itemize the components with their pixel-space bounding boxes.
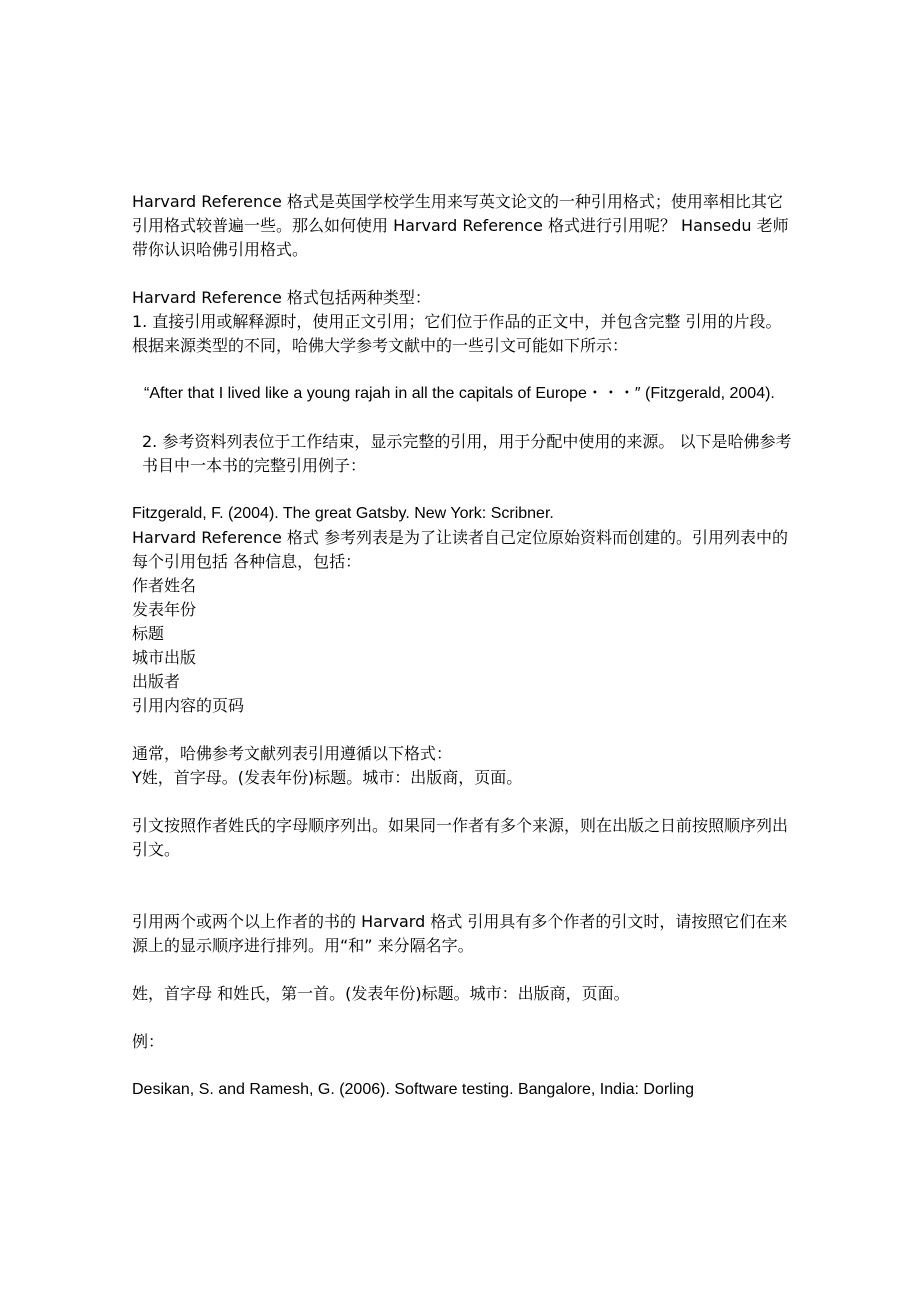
spacer — [132, 262, 792, 286]
type-2-paragraph: 2. 参考资料列表位于工作结束，显示完整的引用，用于分配中使用的来源。 以下是哈佛参考书目中一本书的完整引用例子： — [142, 432, 792, 475]
quote-example: “After that I lived like a young rajah in all the capitals of Europe・・・″ (Fitzgerald, 2004). — [144, 385, 775, 402]
spacer — [132, 790, 792, 814]
spacer — [132, 862, 792, 910]
spacer — [132, 958, 792, 982]
spacer — [132, 1006, 792, 1030]
example-label: 例： — [132, 1032, 165, 1051]
example-citation: Desikan, S. and Ramesh, G. (2006). Software testing. Bangalore, India: Dorling — [132, 1081, 695, 1098]
spacer — [132, 406, 792, 430]
ordering-paragraph: 引文按照作者姓氏的字母顺序列出。如果同一作者有多个来源，则在出版之日前按照顺序列出引文。 — [132, 816, 789, 859]
types-heading: Harvard Reference 格式包括两种类型： — [132, 288, 431, 307]
type-1-paragraph: 1. 直接引用或解释源时，使用正文引用；它们位于作品的正文中，并包含完整 引用的片段。 — [132, 312, 782, 331]
spacer — [132, 1054, 792, 1078]
type-1-examples-intro: 根据来源类型的不同，哈佛大学参考文献中的一些引文可能如下所示： — [132, 336, 629, 355]
reference-list-intro: Harvard Reference 格式 参考列表是为了让读者自己定位原始资料而创建的。引用列表中的每个引用包括 各种信息，包括： — [132, 528, 788, 571]
info-item: 作者姓名 — [132, 576, 197, 595]
spacer — [132, 718, 792, 742]
info-item: 城市出版 — [132, 648, 197, 667]
book-citation-example: Fitzgerald, F. (2004). The great Gatsby. New York: Scribner. — [132, 505, 554, 522]
info-item: 标题 — [132, 624, 165, 643]
info-item: 出版者 — [132, 672, 181, 691]
spacer — [132, 358, 792, 382]
spacer — [132, 478, 792, 502]
info-item: 发表年份 — [132, 600, 197, 619]
document-body — [132, 190, 792, 1102]
multi-author-pattern: 姓，首字母 和姓氏，第一首。(发表年份)标题。城市：出版商，页面。 — [132, 984, 630, 1003]
format-pattern: Y姓，首字母。(发表年份)标题。城市：出版商，页面。 — [132, 768, 523, 787]
intro-paragraph: Harvard Reference 格式是英国学校学生用来写英文论文的一种引用格式；使用率相比其它引用格式较普遍一些。那么如何使用 Harvard Reference 格式进行引用呢？ Hansedu 老师带你认识哈佛引用格式。 — [132, 192, 789, 259]
multi-author-paragraph: 引用两个或两个以上作者的书的 Harvard 格式 引用具有多个作者的引文时，请按照它们在来源上的显示顺序进行排列。用“和” 来分隔名字。 — [132, 912, 788, 955]
format-intro: 通常，哈佛参考文献列表引用遵循以下格式： — [132, 744, 453, 763]
info-item: 引用内容的页码 — [132, 696, 245, 715]
